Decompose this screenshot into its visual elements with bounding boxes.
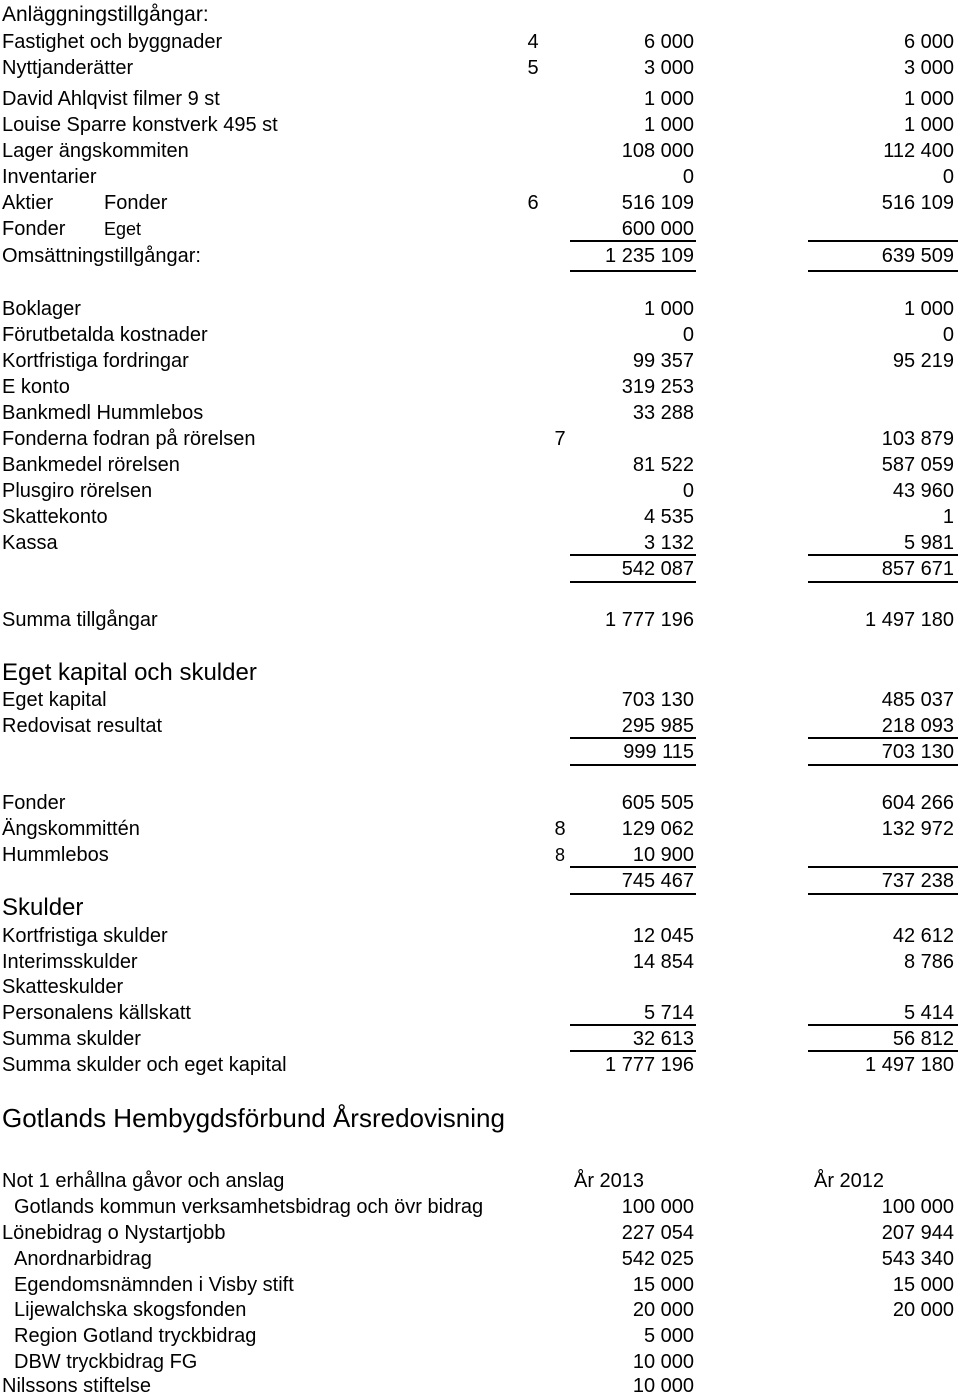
heading-label: Eget kapital och skulder <box>2 659 257 686</box>
table-row <box>0 374 960 400</box>
section-heading-debts <box>0 894 960 922</box>
value-previous-year: 20 000 <box>892 1299 954 1321</box>
row-label: Interimsskulder <box>2 951 138 973</box>
value-current-year: 10 900 <box>632 844 694 866</box>
sum-line <box>570 270 696 272</box>
table-row <box>0 504 960 530</box>
table-row <box>0 1000 960 1026</box>
value-previous-year: 95 219 <box>892 350 954 372</box>
value-previous-year: 8 786 <box>903 951 954 973</box>
value-current-year: 0 <box>682 166 694 188</box>
report-title-row <box>0 1101 960 1135</box>
value-current-year: 1 777 196 <box>605 1054 694 1076</box>
value-previous-year: 15 000 <box>892 1274 954 1296</box>
value-previous-year: 6 000 <box>903 31 954 53</box>
section-heading-current-assets <box>0 243 960 269</box>
row-label: Summa skulder <box>2 1028 141 1050</box>
row-label: Kortfristiga skulder <box>2 925 168 947</box>
note-ref: 4 <box>527 31 539 53</box>
value-previous-year: 218 093 <box>881 715 954 737</box>
heading-label: Anläggningstillgångar: <box>2 3 209 26</box>
row-label: Summa skulder och eget kapital <box>2 1054 287 1076</box>
value-current-year: 10 000 <box>632 1375 694 1396</box>
value-current-year: 1 777 196 <box>605 609 694 631</box>
row-label: Skatteskulder <box>2 976 124 998</box>
row-label: Nilssons stiftelse <box>2 1375 151 1396</box>
row-label: Skattekonto <box>2 506 108 528</box>
value-previous-year: 103 879 <box>881 428 954 450</box>
sum-line <box>808 240 958 242</box>
value-current-year: 227 054 <box>621 1222 694 1244</box>
row-label: E konto <box>2 376 70 398</box>
value-current-year: 5 714 <box>643 1002 694 1024</box>
row-label: Fonder <box>2 218 66 240</box>
note-ref: 8 <box>554 818 566 840</box>
row-label: Förutbetalda kostnader <box>2 324 208 346</box>
subtotal-previous-year: 639 509 <box>881 245 954 267</box>
section-heading-fixed-assets <box>0 2 960 28</box>
year-label-previous: År 2012 <box>814 1170 885 1192</box>
subtotal-row <box>0 868 960 894</box>
note-heading-row <box>0 1168 960 1194</box>
row-label: Plusgiro rörelsen <box>2 480 153 502</box>
table-row <box>0 216 960 242</box>
value-previous-year: 1 000 <box>903 298 954 320</box>
value-current-year: 0 <box>682 324 694 346</box>
row-label: Gotlands kommun verksamhetsbidrag och övr bidrag <box>14 1196 484 1218</box>
subtotal-row <box>0 556 960 582</box>
table-row <box>0 426 960 452</box>
value-previous-year: 3 000 <box>903 57 954 79</box>
row-label: DBW tryckbidrag FG <box>14 1351 198 1373</box>
table-row <box>0 923 960 949</box>
value-previous-year: 0 <box>942 166 954 188</box>
value-current-year: 100 000 <box>621 1196 694 1218</box>
table-row <box>0 842 960 868</box>
table-row <box>0 478 960 504</box>
table-row <box>0 29 960 55</box>
value-current-year: 14 854 <box>632 951 694 973</box>
row-label: Lijewalchska skogsfonden <box>14 1299 247 1321</box>
heading-label: Skulder <box>2 894 84 921</box>
value-current-year: 12 045 <box>632 925 694 947</box>
value-current-year: 3 132 <box>643 532 694 554</box>
value-current-year: 15 000 <box>632 1274 694 1296</box>
value-current-year: 1 000 <box>643 298 694 320</box>
value-previous-year: 1 000 <box>903 114 954 136</box>
table-row <box>0 1052 960 1078</box>
table-row <box>0 949 960 975</box>
note-ref: 5 <box>527 57 539 79</box>
value-current-year: 703 130 <box>621 689 694 711</box>
row-label: Lönebidrag o Nystartjobb <box>2 1222 226 1244</box>
row-label: Anordnarbidrag <box>14 1248 152 1270</box>
row-label: Personalens källskatt <box>2 1002 191 1024</box>
value-current-year: 6 000 <box>643 31 694 53</box>
value-current-year: 33 288 <box>632 402 694 424</box>
value-previous-year: 1 497 180 <box>865 609 954 631</box>
note-ref: 8 <box>554 845 565 865</box>
row-label: Nyttjanderätter <box>2 57 134 79</box>
value-previous-year: 587 059 <box>881 454 954 476</box>
year-label-current: År 2013 <box>574 1170 645 1192</box>
table-row <box>0 55 960 81</box>
sum-line <box>570 764 696 766</box>
value-previous-year: 56 812 <box>892 1028 954 1050</box>
sum-line <box>808 581 958 583</box>
row-sublabel: Eget <box>104 219 142 239</box>
value-current-year: 1 000 <box>643 114 694 136</box>
value-current-year: 0 <box>682 480 694 502</box>
subtotal-current-year: 999 115 <box>623 741 694 763</box>
table-row <box>0 816 960 842</box>
row-label: Inventarier <box>2 166 97 188</box>
table-row <box>0 86 960 112</box>
value-previous-year: 485 037 <box>881 689 954 711</box>
value-previous-year: 516 109 <box>881 192 954 214</box>
sum-line <box>808 270 958 272</box>
value-current-year: 32 613 <box>632 1028 694 1050</box>
value-current-year: 295 985 <box>621 715 694 737</box>
subtotal-current-year: 745 467 <box>621 870 694 892</box>
value-previous-year: 1 000 <box>903 88 954 110</box>
value-current-year: 129 062 <box>621 818 694 840</box>
value-current-year: 319 253 <box>621 376 694 398</box>
value-previous-year: 100 000 <box>881 1196 954 1218</box>
value-previous-year: 42 612 <box>892 925 954 947</box>
value-current-year: 10 000 <box>632 1351 694 1373</box>
value-current-year: 600 000 <box>621 218 694 240</box>
row-label: Kassa <box>2 532 58 554</box>
value-previous-year: 1 <box>942 506 954 528</box>
value-current-year: 605 505 <box>621 792 694 814</box>
value-current-year: 1 000 <box>643 88 694 110</box>
row-sublabel: Fonder <box>104 192 168 214</box>
row-label: Bankmedl Hummlebos <box>2 402 204 424</box>
subtotal-previous-year: 857 671 <box>881 558 954 580</box>
value-previous-year: 0 <box>942 324 954 346</box>
value-previous-year: 5 414 <box>903 1002 954 1024</box>
table-row <box>0 400 960 426</box>
row-label: Hummlebos <box>2 844 109 866</box>
value-current-year: 4 535 <box>643 506 694 528</box>
value-previous-year: 604 266 <box>881 792 954 814</box>
row-label: Region Gotland tryckbidrag <box>14 1325 257 1347</box>
value-current-year: 20 000 <box>632 1299 694 1321</box>
table-row <box>0 1297 960 1323</box>
row-label: Eget kapital <box>2 689 107 711</box>
note-ref: 7 <box>554 428 566 450</box>
table-row <box>0 790 960 816</box>
value-current-year: 108 000 <box>621 140 694 162</box>
subtotal-row <box>0 739 960 765</box>
value-previous-year: 132 972 <box>881 818 954 840</box>
table-row <box>0 1272 960 1298</box>
value-current-year: 3 000 <box>643 57 694 79</box>
table-row <box>0 112 960 138</box>
table-row <box>0 530 960 556</box>
value-current-year: 542 025 <box>621 1248 694 1270</box>
value-previous-year: 543 340 <box>881 1248 954 1270</box>
row-label: Fastighet och byggnader <box>2 31 223 53</box>
table-row <box>0 1194 960 1220</box>
table-row <box>0 1246 960 1272</box>
value-previous-year: 43 960 <box>892 480 954 502</box>
row-label: Fonder <box>2 792 66 814</box>
note-ref: 6 <box>527 192 539 214</box>
sum-line <box>570 581 696 583</box>
table-row <box>0 713 960 739</box>
row-label: Fonderna fodran på rörelsen <box>2 428 256 450</box>
table-row <box>0 296 960 322</box>
table-row <box>0 452 960 478</box>
row-label: Aktier <box>2 192 54 214</box>
row-label: Ängskommittén <box>2 818 140 840</box>
table-row <box>0 164 960 190</box>
table-row <box>0 974 960 1000</box>
value-previous-year: 207 944 <box>881 1222 954 1244</box>
table-row <box>0 1026 960 1052</box>
row-label: David Ahlqvist filmer 9 st <box>2 88 220 110</box>
table-row <box>0 1372 960 1396</box>
section-heading-equity <box>0 659 960 687</box>
table-row <box>0 190 960 216</box>
row-label: Kortfristiga fordringar <box>2 350 189 372</box>
total-assets-row <box>0 607 960 633</box>
subtotal-current-year: 542 087 <box>621 558 694 580</box>
row-label: Lager ängskommiten <box>2 140 189 162</box>
row-label: Summa tillgångar <box>2 609 158 631</box>
value-current-year: 99 357 <box>632 350 694 372</box>
row-label: Egendomsnämnden i Visby stift <box>14 1274 294 1296</box>
row-label: Louise Sparre konstverk 495 st <box>2 114 278 136</box>
row-label: Boklager <box>2 298 81 320</box>
value-current-year: 516 109 <box>621 192 694 214</box>
table-row <box>0 687 960 713</box>
subtotal-current-year: 1 235 109 <box>605 245 694 267</box>
heading-label: Omsättningstillgångar: <box>2 245 201 267</box>
table-row <box>0 1220 960 1246</box>
table-row <box>0 1323 960 1349</box>
value-previous-year: 5 981 <box>903 532 954 554</box>
table-row <box>0 138 960 164</box>
row-label: Bankmedel rörelsen <box>2 454 180 476</box>
value-current-year: 81 522 <box>632 454 694 476</box>
value-previous-year: 112 400 <box>883 140 954 162</box>
table-row <box>0 322 960 348</box>
value-current-year: 5 000 <box>643 1325 694 1347</box>
sum-line <box>808 764 958 766</box>
row-label: Redovisat resultat <box>2 715 163 737</box>
report-title: Gotlands Hembygdsförbund Årsredovisning <box>2 1103 505 1133</box>
sum-line <box>570 240 696 242</box>
table-row <box>0 348 960 374</box>
subtotal-previous-year: 737 238 <box>881 870 954 892</box>
value-previous-year: 1 497 180 <box>865 1054 954 1076</box>
subtotal-previous-year: 703 130 <box>881 741 954 763</box>
note-heading: Not 1 erhållna gåvor och anslag <box>2 1170 285 1192</box>
